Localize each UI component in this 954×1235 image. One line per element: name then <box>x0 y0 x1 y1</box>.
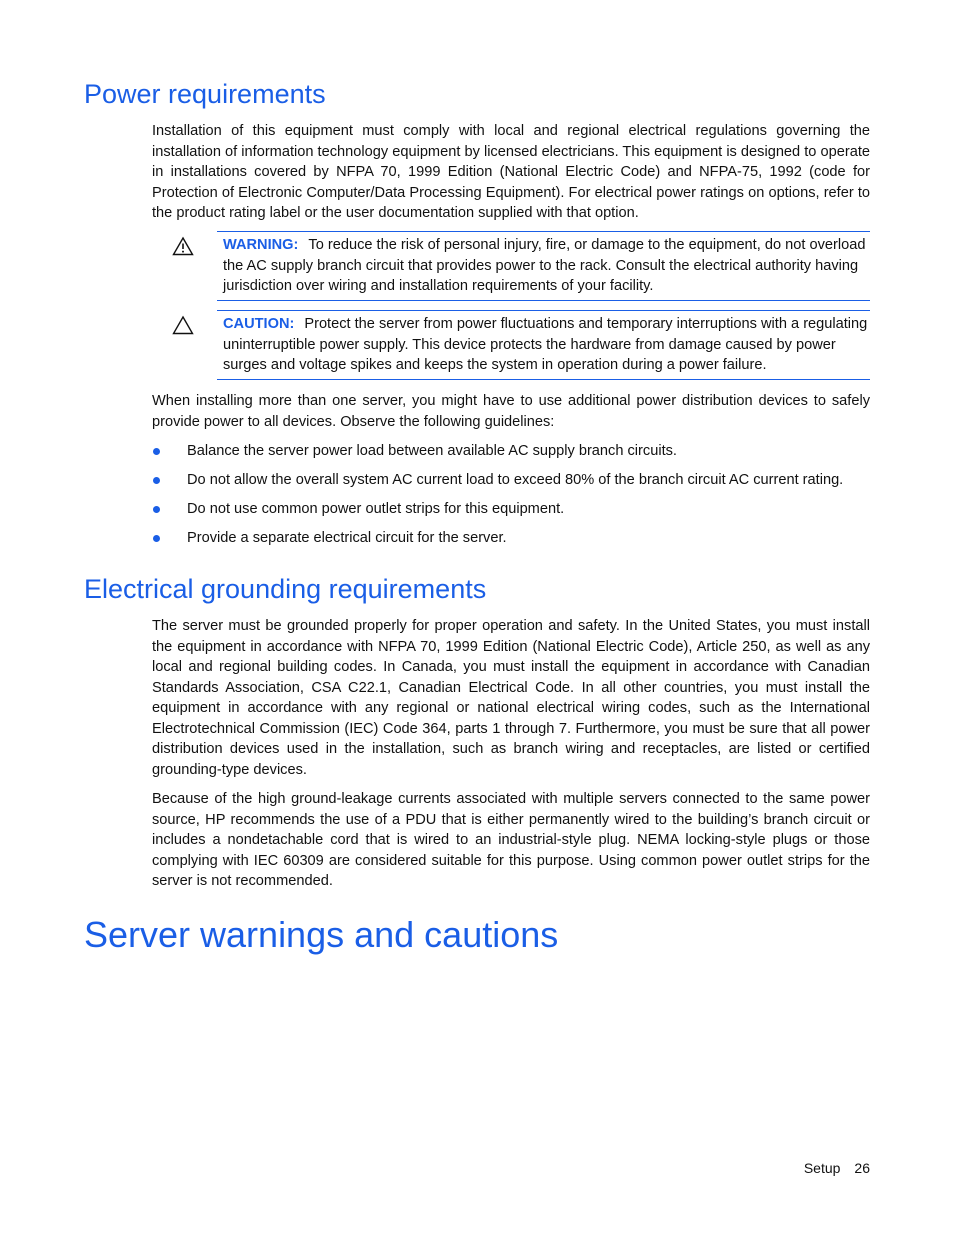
grounding-paragraph-2: Because of the high ground-leakage currents associated with multiple servers connected to the same power source, HP recommends the use of a PDU that is either permanently wired to the building’s branch circuit or includes a nondetachable cord that is wired to an industrial-style plug. NEMA locking-style plugs or those complying with IEC 60309 are considered suitable for this purpose. Using common power outlet strips for the server is not recommended. <box>152 791 870 889</box>
warning-triangle-icon <box>172 236 194 256</box>
warning-label: WARNING: <box>223 237 299 253</box>
bullet-icon <box>153 477 160 484</box>
bullet-icon <box>153 535 160 542</box>
caution-label: CAUTION: <box>223 316 295 332</box>
caution-bottom-rule <box>217 379 870 380</box>
power-intro-paragraph: Installation of this equipment must comply with local and regional electrical regulations governing the installation of information technology equipment by licensed electricians. This equipment is designed to operate in installations covered by NFPA 70, 1999 Edition (National Electric Code) and NFPA-75, 1992 (code for Protection of Electronic Computer/Data Processing Equipment). For electrical power ratings on options, refer to the product rating label or the user documentation supplied with that option. <box>152 123 870 221</box>
warning-bottom-rule <box>217 300 870 301</box>
caution-triangle-icon <box>172 315 194 335</box>
bullet-icon <box>153 506 160 513</box>
section-heading-power-requirements: Power requirements <box>84 79 326 109</box>
warning-body: To reduce the risk of personal injury, fire, or damage to the equipment, do not overload the AC supply branch circuit that provides power to the rack. Consult the electrical authority having jurisdiction over wiring and installation requirements of your facility. <box>223 237 866 294</box>
guidelines-intro-paragraph: When installing more than one server, you might have to use additional power distribution devices to safely provide power to all devices. Observe the following guidelines: <box>152 393 870 430</box>
footer-section-name: Setup <box>803 1160 841 1176</box>
bullet-icon <box>153 448 160 455</box>
chapter-heading-server-warnings: Server warnings and cautions <box>84 914 559 955</box>
warning-note <box>217 231 870 301</box>
caution-note <box>217 310 870 380</box>
warning-text <box>217 232 870 300</box>
list-item-text: Do not use common power outlet strips for this equipment. <box>187 501 565 517</box>
list-item-text: Do not allow the overall system AC current load to exceed 80% of the branch circuit AC current rating. <box>187 472 844 488</box>
section-heading-electrical-grounding: Electrical grounding requirements <box>84 574 487 604</box>
grounding-paragraph-1: The server must be grounded properly for proper operation and safety. In the United States, you must install the equipment in accordance with NFPA 70, 1999 Edition (National Electric Code), Article 250, as well as any local and regional building codes. In Canada, you must install the equipment in accordance with Canadian Standards Association, CSA C22.1, Canadian Electrical Code. In all other countries, you must install the equipment in accordance with any regional or national electrical wiring codes, such as the International Electrotechnical Commission (IEC) Code 364, parts 1 through 7. Furthermore, you must be sure that all power distribution devices used in the installation, such as branch wiring and receptacles, are listed or certified grounding-type devices. <box>152 618 870 778</box>
page-footer <box>804 1158 870 1178</box>
footer-page-number: 26 <box>854 1160 870 1176</box>
list-item-text: Provide a separate electrical circuit for the server. <box>187 530 507 546</box>
caution-text <box>217 311 870 379</box>
list-item-text: Balance the server power load between available AC supply branch circuits. <box>187 443 677 459</box>
caution-body: Protect the server from power fluctuations and temporary interruptions with a regulating uninterruptible power supply. This device protects the hardware from damage caused by power surges and voltage spikes and keeps the system in operation during a power failure. <box>223 316 868 373</box>
